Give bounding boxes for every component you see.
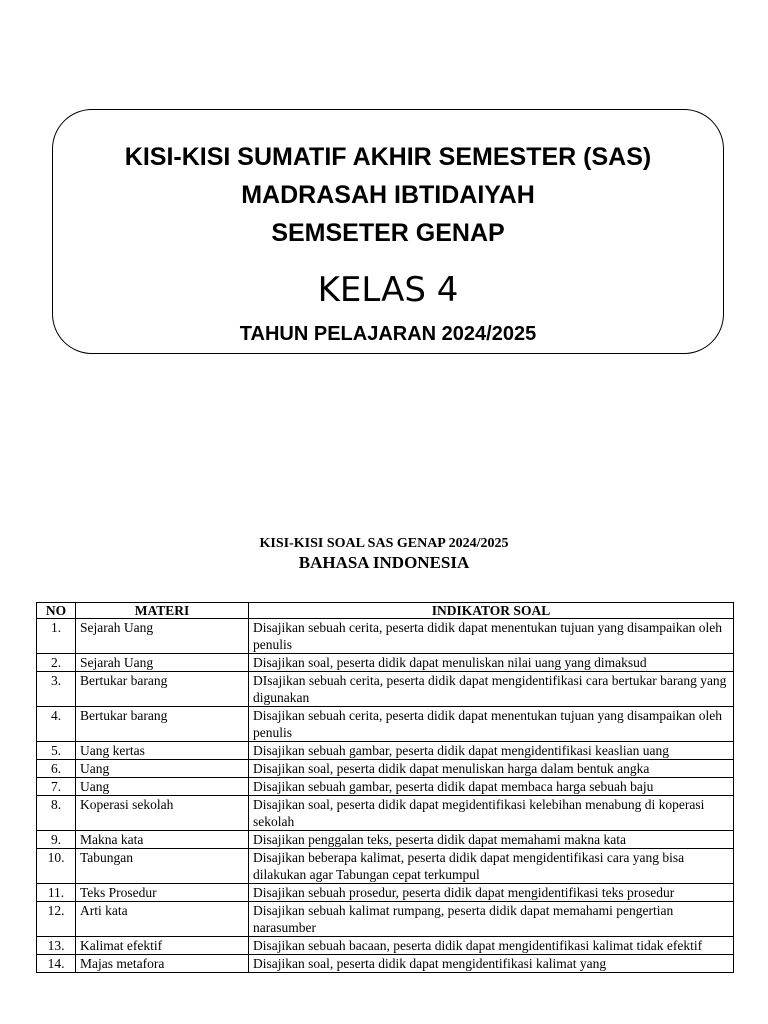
row-indikator: Disajikan sebuah cerita, peserta didik dapat menentukan tujuan yang disampaikan oleh penulis: [249, 707, 734, 742]
table-row: [37, 955, 734, 973]
row-indikator: Disajikan penggalan teks, peserta didik dapat memahami makna kata: [249, 831, 734, 849]
row-indikator: Disajikan sebuah bacaan, peserta didik dapat mengidentifikasi kalimat tidak efektif: [249, 937, 734, 955]
row-indikator: Disajikan soal, peserta didik dapat menuliskan harga dalam bentuk angka: [249, 760, 734, 778]
row-materi: Uang kertas: [76, 742, 249, 760]
cover-title-line-3: SEMSETER GENAP: [271, 219, 505, 247]
table-row: [37, 760, 734, 778]
row-indikator: Disajikan sebuah cerita, peserta didik dapat menentukan tujuan yang disampaikan oleh penulis: [249, 619, 734, 654]
row-no: 10.: [37, 849, 76, 884]
row-no: 4.: [37, 707, 76, 742]
row-indikator: Disajikan beberapa kalimat, peserta didik dapat mengidentifikasi cara yang bisa dilakukan agar Tabungan cepat terkumpul: [249, 849, 734, 884]
cover-box: [52, 109, 724, 354]
row-no: 8.: [37, 796, 76, 831]
table-header-row: [37, 603, 734, 619]
table-row: [37, 778, 734, 796]
row-no: 11.: [37, 884, 76, 902]
table-row: [37, 742, 734, 760]
cover-kelas: KELAS 4: [317, 270, 459, 310]
row-indikator: Disajikan sebuah kalimat rumpang, peserta didik dapat memahami pengertian narasumber: [249, 902, 734, 937]
table-row: [37, 849, 734, 884]
row-materi: Arti kata: [76, 902, 249, 937]
row-materi: Uang: [76, 760, 249, 778]
row-materi: Sejarah Uang: [76, 654, 249, 672]
table-row: [37, 884, 734, 902]
table-row: [37, 619, 734, 654]
row-no: 7.: [37, 778, 76, 796]
row-indikator: Disajikan soal, peserta didik dapat mengidentifikasi kalimat yang: [249, 955, 734, 973]
row-materi: Kalimat efektif: [76, 937, 249, 955]
cover-title-line-1: KISI-KISI SUMATIF AKHIR SEMESTER (SAS): [124, 143, 652, 171]
row-indikator: Disajikan sebuah gambar, peserta didik dapat membaca harga sebuah baju: [249, 778, 734, 796]
table-row: [37, 672, 734, 707]
table-row: [37, 707, 734, 742]
document-heading: KISI-KISI SOAL SAS GENAP 2024/2025: [259, 536, 509, 551]
row-no: 6.: [37, 760, 76, 778]
row-indikator: Disajikan sebuah prosedur, peserta didik dapat mengidentifikasi teks prosedur: [249, 884, 734, 902]
row-no: 3.: [37, 672, 76, 707]
row-materi: Makna kata: [76, 831, 249, 849]
row-materi: Tabungan: [76, 849, 249, 884]
document-subject: BAHASA INDONESIA: [298, 553, 470, 572]
kisi-table: [36, 602, 734, 973]
header-no: NO: [37, 603, 76, 619]
row-no: 14.: [37, 955, 76, 973]
row-indikator: Disajikan soal, peserta didik dapat megidentifikasi kelebihan menabung di koperasi sekolah: [249, 796, 734, 831]
table-row: [37, 831, 734, 849]
row-no: 2.: [37, 654, 76, 672]
row-indikator: Disajikan soal, peserta didik dapat menuliskan nilai uang yang dimaksud: [249, 654, 734, 672]
row-no: 1.: [37, 619, 76, 654]
row-no: 5.: [37, 742, 76, 760]
header-materi: MATERI: [76, 603, 249, 619]
row-materi: Bertukar barang: [76, 707, 249, 742]
row-no: 12.: [37, 902, 76, 937]
table-row: [37, 902, 734, 937]
row-materi: Majas metafora: [76, 955, 249, 973]
row-no: 9.: [37, 831, 76, 849]
row-indikator: DIsajikan sebuah cerita, peserta didik dapat mengidentifikasi cara bertukar barang yang digunakan: [249, 672, 734, 707]
cover-tahun: TAHUN PELAJARAN 2024/2025: [239, 323, 537, 345]
table-row: [37, 796, 734, 831]
row-materi: Bertukar barang: [76, 672, 249, 707]
table-row: [37, 937, 734, 955]
row-materi: Sejarah Uang: [76, 619, 249, 654]
row-materi: Teks Prosedur: [76, 884, 249, 902]
row-materi: Koperasi sekolah: [76, 796, 249, 831]
row-indikator: Disajikan sebuah gambar, peserta didik dapat mengidentifikasi keaslian uang: [249, 742, 734, 760]
table-row: [37, 654, 734, 672]
cover-title-line-2: MADRASAH IBTIDAIYAH: [241, 181, 535, 209]
row-no: 13.: [37, 937, 76, 955]
header-indikator: INDIKATOR SOAL: [249, 603, 734, 619]
row-materi: Uang: [76, 778, 249, 796]
